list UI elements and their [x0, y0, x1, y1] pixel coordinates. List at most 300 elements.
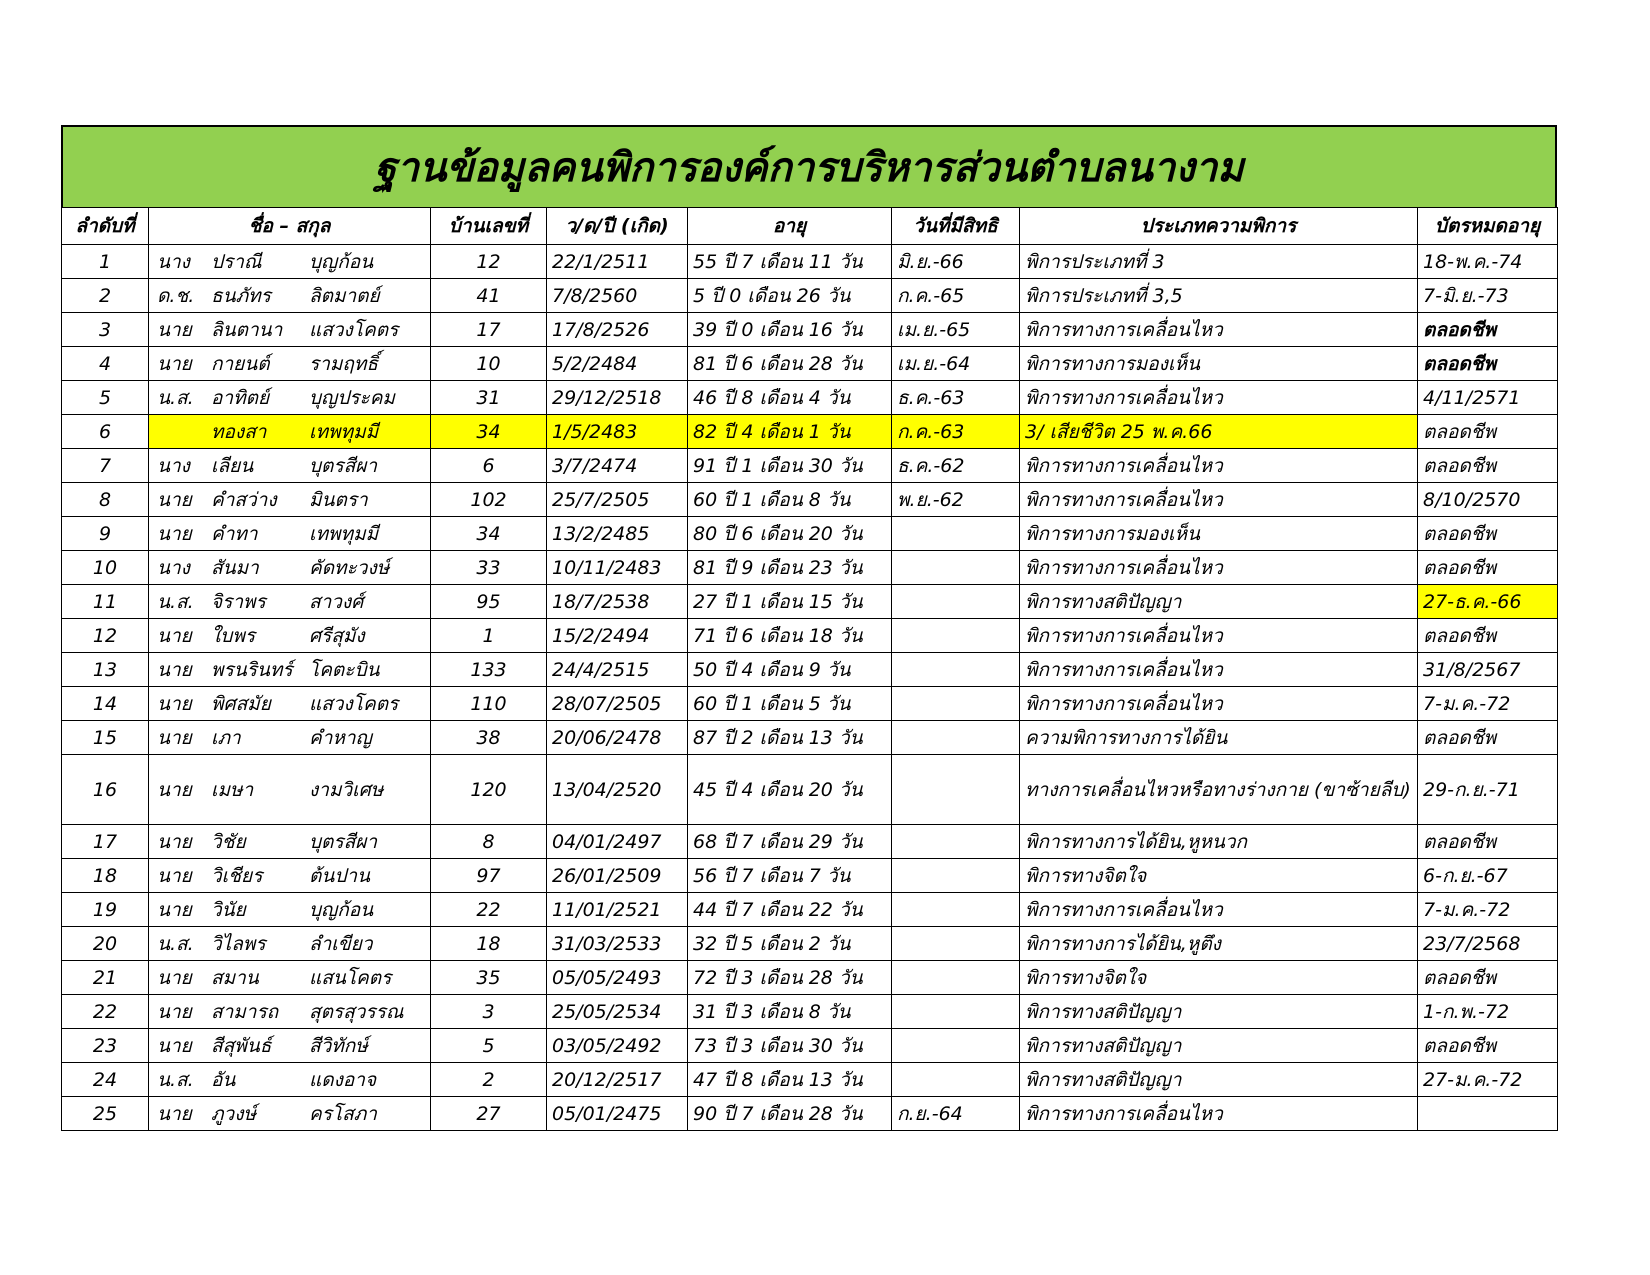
last-name: บุญก้อน	[309, 898, 374, 921]
cell-disability-type: 3/ เสียชีวิต 25 พ.ค.66	[1020, 415, 1418, 449]
cell-age: 44 ปี 7 เดือน 22 วัน	[688, 893, 892, 927]
cell-age: 56 ปี 7 เดือน 7 วัน	[688, 859, 892, 893]
cell-dob: 18/7/2538	[547, 585, 688, 619]
cell-right-date	[892, 517, 1020, 551]
cell-name	[149, 859, 431, 893]
cell-right-date: ก.ค.-65	[892, 279, 1020, 313]
cell-age: 90 ปี 7 เดือน 28 วัน	[688, 1097, 892, 1131]
cell-house: 34	[431, 415, 547, 449]
cell-name	[149, 517, 431, 551]
cell-dob: 24/4/2515	[547, 653, 688, 687]
table-row	[62, 415, 1558, 449]
cell-right-date: มิ.ย.-66	[892, 245, 1020, 279]
cell-dob: 10/11/2483	[547, 551, 688, 585]
cell-expire: ตลอดชีพ	[1418, 825, 1558, 859]
cell-disability-type: พิการทางสติปัญญา	[1020, 1029, 1418, 1063]
cell-right-date: ธ.ค.-63	[892, 381, 1020, 415]
name-prefix: นาย	[157, 726, 192, 749]
cell-house: 5	[431, 1029, 547, 1063]
first-name: เลียน	[211, 454, 254, 477]
cell-name	[149, 1097, 431, 1131]
name-prefix: นาย	[157, 624, 192, 647]
table-row	[62, 995, 1558, 1029]
cell-house: 10	[431, 347, 547, 381]
name-prefix: นาง	[157, 454, 190, 477]
cell-right-date: เม.ย.-64	[892, 347, 1020, 381]
name-prefix: นาย	[157, 778, 192, 801]
last-name: เทพทุมมี	[309, 522, 379, 545]
table-row	[62, 483, 1558, 517]
cell-dob: 17/8/2526	[547, 313, 688, 347]
cell-name	[149, 619, 431, 653]
table-row	[62, 1097, 1558, 1131]
cell-dob: 29/12/2518	[547, 381, 688, 415]
cell-expire: 1-ก.พ.-72	[1418, 995, 1558, 1029]
cell-disability-type: พิการทางการได้ยิน,หูหนวก	[1020, 825, 1418, 859]
name-prefix: นาย	[157, 352, 192, 375]
cell-age: 5 ปี 0 เดือน 26 วัน	[688, 279, 892, 313]
name-prefix: นาย	[157, 830, 192, 853]
cell-name	[149, 449, 431, 483]
cell-dob: 05/01/2475	[547, 1097, 688, 1131]
cell-right-date: ก.ย.-64	[892, 1097, 1020, 1131]
cell-no: 14	[62, 687, 149, 721]
first-name: ใบพร	[211, 624, 256, 647]
first-name: จิราพร	[211, 590, 266, 613]
cell-name	[149, 585, 431, 619]
cell-right-date	[892, 755, 1020, 825]
cell-disability-type: พิการทางการมองเห็น	[1020, 517, 1418, 551]
name-prefix: นาย	[157, 488, 192, 511]
table-row	[62, 245, 1558, 279]
table-row	[62, 619, 1558, 653]
cell-disability-type: พิการทางการเคลื่อนไหว	[1020, 381, 1418, 415]
cell-house: 133	[431, 653, 547, 687]
table-row	[62, 687, 1558, 721]
cell-right-date	[892, 927, 1020, 961]
cell-name	[149, 483, 431, 517]
cell-right-date: ก.ค.-63	[892, 415, 1020, 449]
cell-right-date	[892, 961, 1020, 995]
cell-age: 72 ปี 3 เดือน 28 วัน	[688, 961, 892, 995]
last-name: ต้นปาน	[309, 864, 371, 887]
first-name: สันมา	[211, 556, 259, 579]
table-row	[62, 755, 1558, 825]
cell-name	[149, 755, 431, 825]
cell-name	[149, 825, 431, 859]
first-name: เมษา	[211, 778, 254, 801]
cell-dob: 15/2/2494	[547, 619, 688, 653]
cell-age: 31 ปี 3 เดือน 8 วัน	[688, 995, 892, 1029]
name-prefix: นาย	[157, 1000, 192, 1023]
cell-house: 2	[431, 1063, 547, 1097]
header-name: ชื่อ – สกุล	[149, 208, 431, 245]
header-house: บ้านเลขที่	[431, 208, 547, 245]
first-name: สามารถ	[211, 1000, 279, 1023]
cell-disability-type: พิการทางจิตใจ	[1020, 859, 1418, 893]
cell-no: 25	[62, 1097, 149, 1131]
first-name: ธนภัทร	[211, 284, 271, 307]
name-prefix: น.ส.	[157, 590, 194, 613]
cell-age: 39 ปี 0 เดือน 16 วัน	[688, 313, 892, 347]
cell-name	[149, 893, 431, 927]
cell-no: 6	[62, 415, 149, 449]
header-age: อายุ	[688, 208, 892, 245]
table-row	[62, 449, 1558, 483]
last-name: เทพทุมมี	[309, 420, 379, 443]
cell-house: 3	[431, 995, 547, 1029]
cell-expire: 29-ก.ย.-71	[1418, 755, 1558, 825]
name-prefix: นาง	[157, 250, 190, 273]
cell-dob: 28/07/2505	[547, 687, 688, 721]
cell-house: 95	[431, 585, 547, 619]
cell-dob: 04/01/2497	[547, 825, 688, 859]
cell-dob: 13/04/2520	[547, 755, 688, 825]
name-prefix: ด.ช.	[157, 284, 195, 307]
cell-age: 68 ปี 7 เดือน 29 วัน	[688, 825, 892, 859]
cell-name	[149, 245, 431, 279]
name-prefix: นาย	[157, 318, 192, 341]
cell-no: 9	[62, 517, 149, 551]
cell-age: 71 ปี 6 เดือน 18 วัน	[688, 619, 892, 653]
table-row	[62, 653, 1558, 687]
cell-right-date	[892, 721, 1020, 755]
cell-house: 12	[431, 245, 547, 279]
last-name: คำหาญ	[309, 726, 372, 749]
table-row	[62, 517, 1558, 551]
name-prefix: นาง	[157, 556, 190, 579]
cell-age: 50 ปี 4 เดือน 9 วัน	[688, 653, 892, 687]
cell-age: 45 ปี 4 เดือน 20 วัน	[688, 755, 892, 825]
table-row	[62, 313, 1558, 347]
cell-name	[149, 653, 431, 687]
cell-dob: 13/2/2485	[547, 517, 688, 551]
cell-name	[149, 279, 431, 313]
cell-disability-type: พิการทางการเคลื่อนไหว	[1020, 449, 1418, 483]
last-name: แสวงโคตร	[309, 318, 399, 341]
cell-disability-type: พิการทางสติปัญญา	[1020, 585, 1418, 619]
cell-expire: ตลอดชีพ	[1418, 619, 1558, 653]
last-name: แดงอาจ	[309, 1068, 377, 1091]
cell-dob: 31/03/2533	[547, 927, 688, 961]
cell-house: 27	[431, 1097, 547, 1131]
cell-no: 17	[62, 825, 149, 859]
name-prefix: นาย	[157, 898, 192, 921]
last-name: แสนโคตร	[309, 966, 392, 989]
cell-age: 47 ปี 8 เดือน 13 วัน	[688, 1063, 892, 1097]
cell-right-date	[892, 551, 1020, 585]
last-name: มินตรา	[309, 488, 368, 511]
table-row	[62, 1029, 1558, 1063]
cell-age: 82 ปี 4 เดือน 1 วัน	[688, 415, 892, 449]
cell-expire: ตลอดชีพ	[1418, 1029, 1558, 1063]
cell-dob: 5/2/2484	[547, 347, 688, 381]
cell-house: 6	[431, 449, 547, 483]
cell-disability-type: พิการทางการเคลื่อนไหว	[1020, 1097, 1418, 1131]
spreadsheet	[61, 125, 1557, 1131]
cell-house: 38	[431, 721, 547, 755]
cell-age: 81 ปี 9 เดือน 23 วัน	[688, 551, 892, 585]
cell-house: 31	[431, 381, 547, 415]
cell-right-date	[892, 653, 1020, 687]
cell-no: 8	[62, 483, 149, 517]
cell-house: 97	[431, 859, 547, 893]
name-prefix: นาย	[157, 1034, 192, 1057]
cell-no: 1	[62, 245, 149, 279]
cell-age: 81 ปี 6 เดือน 28 วัน	[688, 347, 892, 381]
last-name: โคตะบิน	[309, 658, 380, 681]
cell-expire: ตลอดชีพ	[1418, 449, 1558, 483]
name-prefix: น.ส.	[157, 386, 194, 409]
cell-age: 87 ปี 2 เดือน 13 วัน	[688, 721, 892, 755]
cell-name	[149, 961, 431, 995]
cell-name	[149, 1063, 431, 1097]
cell-right-date	[892, 1029, 1020, 1063]
cell-name	[149, 721, 431, 755]
cell-house: 33	[431, 551, 547, 585]
cell-house: 110	[431, 687, 547, 721]
last-name: ลำเขียว	[309, 932, 373, 955]
cell-no: 5	[62, 381, 149, 415]
last-name: รามฤทธิ์	[309, 352, 379, 375]
first-name: เภา	[211, 726, 241, 749]
cell-house: 18	[431, 927, 547, 961]
cell-age: 60 ปี 1 เดือน 8 วัน	[688, 483, 892, 517]
cell-right-date	[892, 859, 1020, 893]
header-right-date: วันที่มีสิทธิ	[892, 208, 1020, 245]
cell-right-date: เม.ย.-65	[892, 313, 1020, 347]
cell-expire	[1418, 1097, 1558, 1131]
cell-name	[149, 381, 431, 415]
first-name: ทองสา	[211, 420, 267, 443]
cell-disability-type: พิการทางการเคลื่อนไหว	[1020, 653, 1418, 687]
cell-age: 73 ปี 3 เดือน 30 วัน	[688, 1029, 892, 1063]
cell-right-date: ธ.ค.-62	[892, 449, 1020, 483]
cell-no: 22	[62, 995, 149, 1029]
header-dob: ว/ด/ปี (เกิด)	[547, 208, 688, 245]
cell-age: 46 ปี 8 เดือน 4 วัน	[688, 381, 892, 415]
last-name: งามวิเศษ	[309, 778, 384, 801]
cell-expire: 6-ก.ย.-67	[1418, 859, 1558, 893]
cell-expire: ตลอดชีพ	[1418, 961, 1558, 995]
cell-expire: 7-ม.ค.-72	[1418, 687, 1558, 721]
cell-house: 22	[431, 893, 547, 927]
last-name: แสวงโคตร	[309, 692, 399, 715]
cell-dob: 7/8/2560	[547, 279, 688, 313]
table-row	[62, 585, 1558, 619]
cell-disability-type: พิการทางการเคลื่อนไหว	[1020, 551, 1418, 585]
header-no: ลำดับที่	[62, 208, 149, 245]
first-name: สีสุพันธ์	[211, 1034, 272, 1057]
cell-disability-type: ทางการเคลื่อนไหวหรือทางร่างกาย (ขาซ้ายลีบ)	[1020, 755, 1418, 825]
cell-disability-type: พิการทางสติปัญญา	[1020, 995, 1418, 1029]
cell-no: 13	[62, 653, 149, 687]
first-name: ปราณี	[211, 250, 262, 273]
header-disability-type: ประเภทความพิการ	[1020, 208, 1418, 245]
cell-disability-type: พิการทางการเคลื่อนไหว	[1020, 619, 1418, 653]
first-name: อาทิตย์	[211, 386, 270, 409]
cell-no: 3	[62, 313, 149, 347]
cell-age: 32 ปี 5 เดือน 2 วัน	[688, 927, 892, 961]
first-name: วิชัย	[211, 830, 246, 853]
cell-disability-type: พิการทางการเคลื่อนไหว	[1020, 483, 1418, 517]
name-prefix: นาย	[157, 864, 192, 887]
last-name: บุญประคม	[309, 386, 395, 409]
table-row	[62, 825, 1558, 859]
cell-expire: 18-พ.ค.-74	[1418, 245, 1558, 279]
cell-expire: ตลอดชีพ	[1418, 517, 1558, 551]
cell-expire: 27-ธ.ค.-66	[1418, 585, 1558, 619]
cell-name	[149, 927, 431, 961]
cell-disability-type: พิการทางการได้ยิน,หูตึง	[1020, 927, 1418, 961]
cell-no: 21	[62, 961, 149, 995]
cell-no: 12	[62, 619, 149, 653]
cell-no: 11	[62, 585, 149, 619]
table-row	[62, 961, 1558, 995]
cell-right-date: พ.ย.-62	[892, 483, 1020, 517]
cell-disability-type: พิการทางจิตใจ	[1020, 961, 1418, 995]
cell-expire: ตลอดชีพ	[1418, 721, 1558, 755]
name-prefix: นาย	[157, 692, 192, 715]
cell-right-date	[892, 1063, 1020, 1097]
name-prefix: นาย	[157, 966, 192, 989]
cell-dob: 11/01/2521	[547, 893, 688, 927]
cell-right-date	[892, 893, 1020, 927]
last-name: สุตรสุวรรณ	[309, 1000, 404, 1023]
cell-right-date	[892, 585, 1020, 619]
cell-name	[149, 995, 431, 1029]
last-name: ศรีสุมัง	[309, 624, 365, 647]
cell-name	[149, 551, 431, 585]
cell-dob: 3/7/2474	[547, 449, 688, 483]
cell-right-date	[892, 825, 1020, 859]
cell-disability-type: พิการประเภทที่ 3	[1020, 245, 1418, 279]
last-name: บุญก้อน	[309, 250, 374, 273]
cell-no: 2	[62, 279, 149, 313]
cell-dob: 26/01/2509	[547, 859, 688, 893]
first-name: วิเชียร	[211, 864, 263, 887]
cell-name	[149, 687, 431, 721]
cell-dob: 22/1/2511	[547, 245, 688, 279]
cell-expire: ตลอดชีพ	[1418, 415, 1558, 449]
name-prefix: น.ส.	[157, 932, 194, 955]
name-prefix: นาย	[157, 658, 192, 681]
cell-name	[149, 415, 431, 449]
first-name: สมาน	[211, 966, 259, 989]
cell-house: 35	[431, 961, 547, 995]
cell-dob: 1/5/2483	[547, 415, 688, 449]
cell-no: 24	[62, 1063, 149, 1097]
table-row	[62, 893, 1558, 927]
cell-house: 34	[431, 517, 547, 551]
cell-disability-type: พิการทางการเคลื่อนไหว	[1020, 893, 1418, 927]
first-name: พรนรินทร์	[211, 658, 293, 681]
cell-expire: ตลอดชีพ	[1418, 347, 1558, 381]
last-name: บุตรสีผา	[309, 454, 378, 477]
name-prefix: นาย	[157, 1102, 192, 1125]
cell-expire: 7-มิ.ย.-73	[1418, 279, 1558, 313]
cell-right-date	[892, 619, 1020, 653]
cell-expire: 23/7/2568	[1418, 927, 1558, 961]
last-name: ครโสภา	[309, 1102, 377, 1125]
cell-age: 80 ปี 6 เดือน 20 วัน	[688, 517, 892, 551]
cell-dob: 03/05/2492	[547, 1029, 688, 1063]
table-row	[62, 551, 1558, 585]
cell-no: 18	[62, 859, 149, 893]
cell-no: 23	[62, 1029, 149, 1063]
cell-expire: 4/11/2571	[1418, 381, 1558, 415]
cell-age: 55 ปี 7 เดือน 11 วัน	[688, 245, 892, 279]
last-name: ลิตมาตย์	[309, 284, 380, 307]
cell-house: 8	[431, 825, 547, 859]
cell-disability-type: ความพิการทางการได้ยิน	[1020, 721, 1418, 755]
first-name: ภูวงษ์	[211, 1102, 256, 1125]
table-row	[62, 1063, 1558, 1097]
table-row	[62, 859, 1558, 893]
cell-age: 27 ปี 1 เดือน 15 วัน	[688, 585, 892, 619]
cell-expire: ตลอดชีพ	[1418, 551, 1558, 585]
cell-right-date	[892, 687, 1020, 721]
last-name: สีวิทักษ์	[309, 1034, 368, 1057]
cell-disability-type: พิการทางสติปัญญา	[1020, 1063, 1418, 1097]
cell-no: 10	[62, 551, 149, 585]
name-prefix: น.ส.	[157, 1068, 194, 1091]
cell-disability-type: พิการประเภทที่ 3,5	[1020, 279, 1418, 313]
cell-dob: 20/12/2517	[547, 1063, 688, 1097]
table-row	[62, 381, 1558, 415]
first-name: คำสว่าง	[211, 488, 277, 511]
cell-name	[149, 313, 431, 347]
cell-name	[149, 347, 431, 381]
table-row	[62, 927, 1558, 961]
name-prefix: นาย	[157, 522, 192, 545]
last-name: บุตรสีผา	[309, 830, 378, 853]
cell-right-date	[892, 995, 1020, 1029]
cell-house: 120	[431, 755, 547, 825]
cell-no: 16	[62, 755, 149, 825]
header-expire: บัตรหมดอายุ	[1418, 208, 1558, 245]
cell-dob: 20/06/2478	[547, 721, 688, 755]
last-name: คัดทะวงษ์	[309, 556, 390, 579]
cell-no: 4	[62, 347, 149, 381]
first-name: ลินตานา	[211, 318, 283, 341]
cell-age: 60 ปี 1 เดือน 5 วัน	[688, 687, 892, 721]
cell-expire: 8/10/2570	[1418, 483, 1558, 517]
cell-disability-type: พิการทางการเคลื่อนไหว	[1020, 313, 1418, 347]
cell-age: 91 ปี 1 เดือน 30 วัน	[688, 449, 892, 483]
cell-expire: ตลอดชีพ	[1418, 313, 1558, 347]
cell-disability-type: พิการทางการเคลื่อนไหว	[1020, 687, 1418, 721]
page-title: ฐานข้อมูลคนพิการองค์การบริหารส่วนตำบลนางาม	[61, 125, 1557, 207]
cell-no: 20	[62, 927, 149, 961]
first-name: วินัย	[211, 898, 246, 921]
cell-no: 15	[62, 721, 149, 755]
cell-house: 41	[431, 279, 547, 313]
cell-disability-type: พิการทางการมองเห็น	[1020, 347, 1418, 381]
last-name: สาวงศ์	[309, 590, 364, 613]
first-name: กายนต์	[211, 352, 270, 375]
disability-table	[61, 207, 1558, 1131]
table-row	[62, 347, 1558, 381]
header-row	[62, 208, 1558, 245]
cell-no: 7	[62, 449, 149, 483]
cell-dob: 05/05/2493	[547, 961, 688, 995]
first-name: วิไลพร	[211, 932, 266, 955]
cell-dob: 25/05/2534	[547, 995, 688, 1029]
cell-house: 102	[431, 483, 547, 517]
cell-name	[149, 1029, 431, 1063]
cell-house: 17	[431, 313, 547, 347]
